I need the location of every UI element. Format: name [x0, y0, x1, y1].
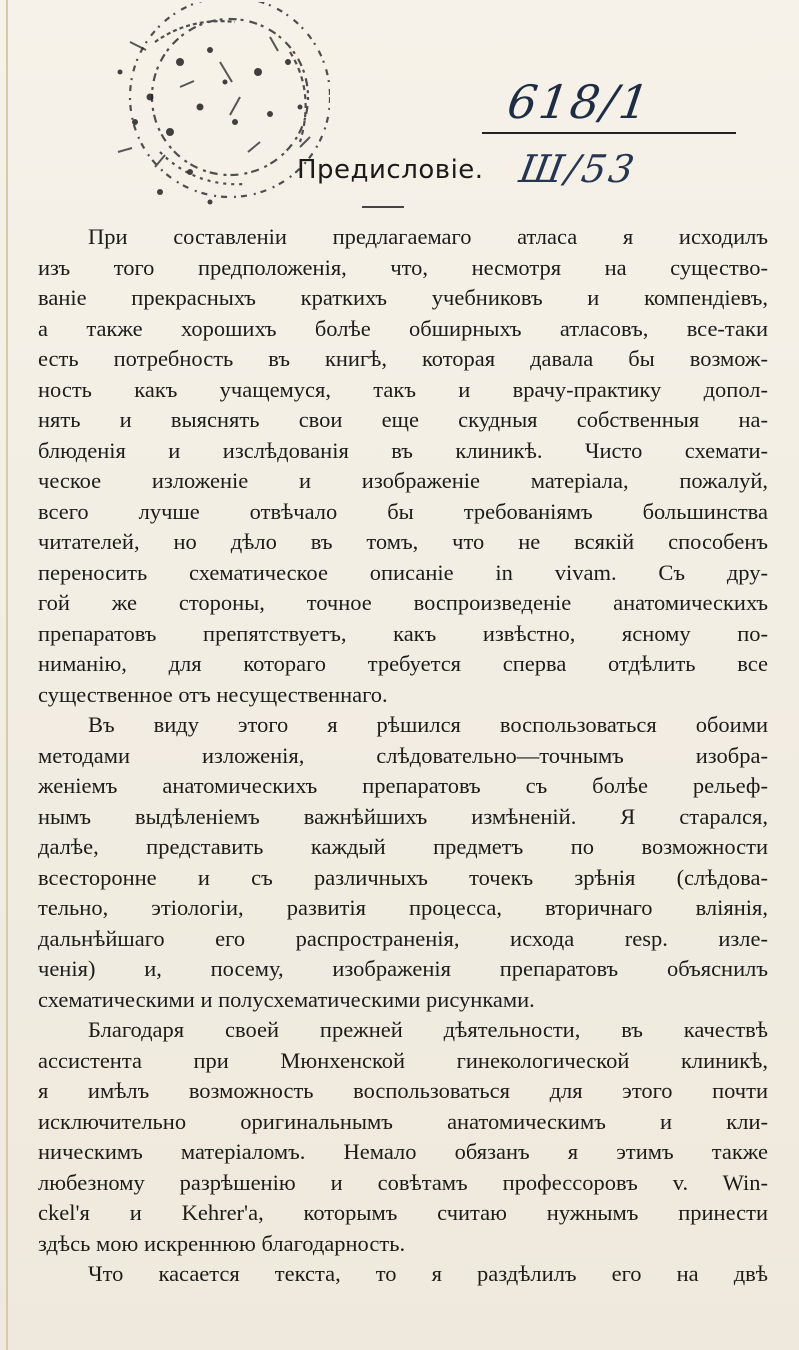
text-line: существенное отъ несущественнаго. [38, 681, 388, 707]
text-line: исключительно оригинальнымъ анатомическимъ и кли- [38, 1108, 768, 1134]
text-line: ваніе прекрасныхъ краткихъ учебниковъ и компендіевъ, [38, 285, 768, 310]
text-line: дальнѣйшаго его распространенія, исхода resp. изле- [38, 925, 768, 951]
text-line: ченія) и, посему, изображенія препаратовъ объяснилъ [38, 956, 768, 981]
shelfmark-underline [482, 132, 736, 134]
text-line: любезному разрѣшенію и совѣтамъ профессоровъ v. Win- [38, 1169, 768, 1195]
text-line: методами изложенія, слѣдовательно—точнымъ изобра- [38, 742, 768, 768]
text-line: переносить схематическое описаніе in vivam. Съ дру- [38, 559, 768, 585]
text-line: ческое изложеніе и изображеніе матеріала, пожалуй, [38, 468, 768, 493]
text-line: Въ виду этого я рѣшился воспользоваться обоими [88, 712, 768, 737]
text-line: ность какъ учащемуся, такъ и врачу-практику допол- [38, 376, 768, 402]
text-line: тельно, этіологіи, развитія процесса, вторичнаго вліянія, [38, 895, 768, 920]
text-line: ckel'я и Kehrer'а, которымъ считаю нужнымъ принести [38, 1200, 768, 1225]
text-line: ниманію, для котораго требуется сперва отдѣлить все [38, 651, 768, 676]
handwritten-shelfmark: 618/1 [504, 75, 655, 129]
library-stamp [60, 2, 330, 227]
text-line: я имѣлъ возможность воспользоваться для этого почти [38, 1078, 768, 1103]
text-line: схематическими и полусхематическими рисунками. [38, 986, 535, 1012]
text-line: читателей, но дѣло въ томъ, что не всякій способенъ [38, 529, 768, 554]
text-line: есть потребность въ книгѣ, которая давала бы возмож- [38, 346, 768, 371]
text-line: препаратовъ препятствуетъ, какъ извѣстно, ясному по- [38, 620, 768, 646]
text-line: Благодаря своей прежней дѣятельности, въ качествѣ [88, 1017, 768, 1042]
text-line: всего лучше отвѣчало бы требованіямъ большинства [38, 498, 768, 524]
body-text [38, 222, 768, 1290]
handwritten-note: Ш/53 [516, 147, 641, 191]
text-line: нять и выяснять свои еще скудныя собственныя на- [38, 407, 768, 432]
text-line: ассистента при Мюнхенской гинекологической клиникѣ, [38, 1047, 768, 1073]
text-line: ническимъ матеріаломъ. Немало обязанъ я этимъ также [38, 1139, 768, 1164]
text-line: изъ того предположенія, что, несмотря на существо- [38, 254, 768, 280]
page-title: Предисловіе. [297, 155, 484, 185]
text-line: блюденія и изслѣдованія въ клиникѣ. Чисто схемати- [38, 437, 768, 463]
text-line: При составленіи предлагаемаго атласа я исходилъ [88, 224, 768, 249]
text-line: здѣсь мою искреннюю благодарность. [38, 1230, 406, 1256]
text-line: Что касается текста, то я раздѣлилъ его на двѣ [88, 1261, 768, 1286]
text-line: всесторонне и съ различныхъ точекъ зрѣнія (слѣдова- [38, 864, 768, 890]
text-line: а также хорошихъ болѣе обширныхъ атласовъ, все-таки [38, 315, 768, 341]
page-binding-edge [6, 0, 8, 1350]
text-line: женіемъ анатомическихъ препаратовъ съ болѣе рельеф- [38, 773, 768, 798]
text-line: далѣе, представить каждый предметъ по возможности [38, 834, 768, 859]
text-line: нымъ выдѣленіемъ важнѣйшихъ измѣненій. Я старался, [38, 803, 768, 829]
title-divider [362, 206, 404, 208]
text-line: гой же стороны, точное воспроизведеніе анатомическихъ [38, 590, 768, 615]
